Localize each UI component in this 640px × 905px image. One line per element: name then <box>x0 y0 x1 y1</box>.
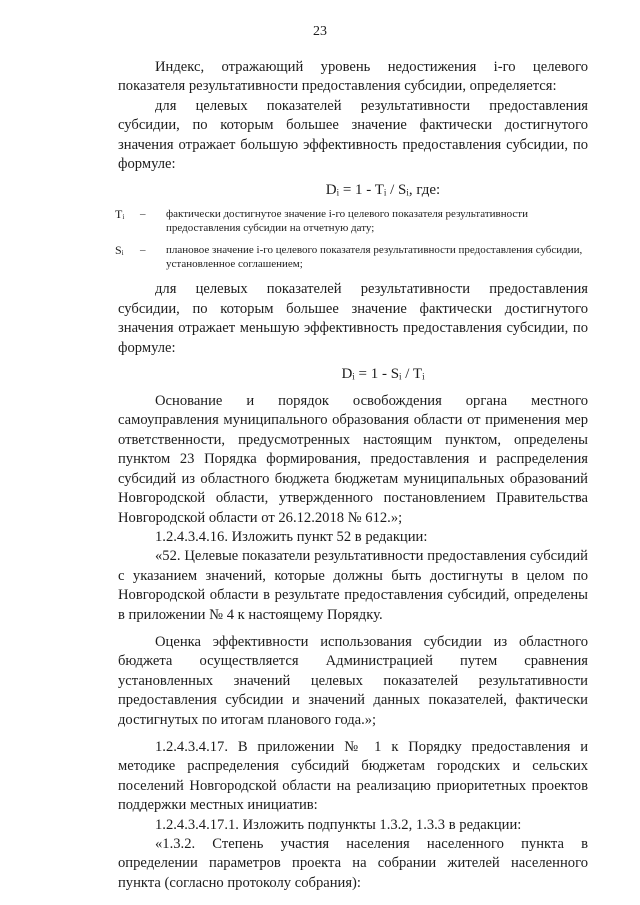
page-number: 23 <box>313 24 327 39</box>
definition-t-dash: – <box>140 208 146 221</box>
definition-t <box>115 208 588 235</box>
formula-definitions <box>115 208 588 271</box>
document-body <box>115 58 588 893</box>
definition-s-dash: – <box>140 244 146 257</box>
formula-di-larger-better: Dᵢ = 1 - Tᵢ / Sᵢ, где: <box>325 182 441 199</box>
paragraph-index-intro: Индекс, отражающий уровень недостижения i-го целевого показателя результативности предоставления субсидии, определяется: <box>118 59 588 95</box>
paragraph-item-17-1: 1.2.4.3.4.17.1. Изложить подпункты 1.3.2, 1.3.3 в редакции: <box>155 816 522 833</box>
definition-s-text: плановое значение i-го целевого показателя результативности предоставления субсидии, установленное соглашением; <box>166 244 583 270</box>
definition-s <box>115 244 588 271</box>
paragraph-smaller-is-better: для целевых показателей результативности предоставления субсидии, по которым большее значение фактически достигнутого значения отражает меньшую эффективность предоставления субсидии, по формуле: <box>118 281 588 356</box>
definition-t-text: фактически достигнутое значение i-го целевого показателя результативности предоставления субсидии на отчетную дату; <box>166 208 528 234</box>
paragraph-item-17: 1.2.4.3.4.17. В приложении № 1 к Порядку предоставления и методике распределения субсидий бюджетам городских и сельских поселений Новгородской области на реализацию приоритетных проектов поддержки местных инициатив: <box>118 738 588 814</box>
definition-s-symbol: Sᵢ <box>115 243 124 258</box>
paragraph-efficiency-assessment: Оценка эффективности использования субсидии из областного бюджета осуществляется Администрацией путем сравнения установленных значений целевых показателей результативности предоставления субсидии и значений данных показателей, фактически достигнутых по итогам планового года.»; <box>118 633 588 728</box>
definition-t-symbol: Tᵢ <box>115 207 125 222</box>
formula-di-smaller-better: Dᵢ = 1 - Sᵢ / Tᵢ <box>341 366 425 383</box>
paragraph-point-52: «52. Целевые показатели результативности предоставления субсидий с указанием значений, которые должны быть достигнуты в целом по Новгородской области в результате предоставления субсидий, определены в приложении № 4 к настоящему Порядку. <box>118 548 588 623</box>
paragraph-exemption-basis: Основание и порядок освобождения органа местного самоуправления муниципального образования области от применения мер ответственности, предусмотренных настоящим пунктом, определены пунктом 23 Порядка формирования, предоставления и распределения субсидий из областного бюджета бюджетам муниципальных образований Новгородской области, утвержденного постановлением Правительства Новгородской области от 26.12.2018 № 612.»; <box>118 393 588 526</box>
paragraph-larger-is-better: для целевых показателей результативности предоставления субсидии, по которым большее значение фактически достигнутого значения отражает большую эффективность предоставления субсидии, по формуле: <box>118 97 588 173</box>
paragraph-item-16: 1.2.4.3.4.16. Изложить пункт 52 в редакции: <box>155 528 428 545</box>
paragraph-subitem-1-3-2: «1.3.2. Степень участия населения населенного пункта в определении параметров проекта на собрании жителей населенного пункта (согласно протоколу собрания): <box>118 836 588 891</box>
